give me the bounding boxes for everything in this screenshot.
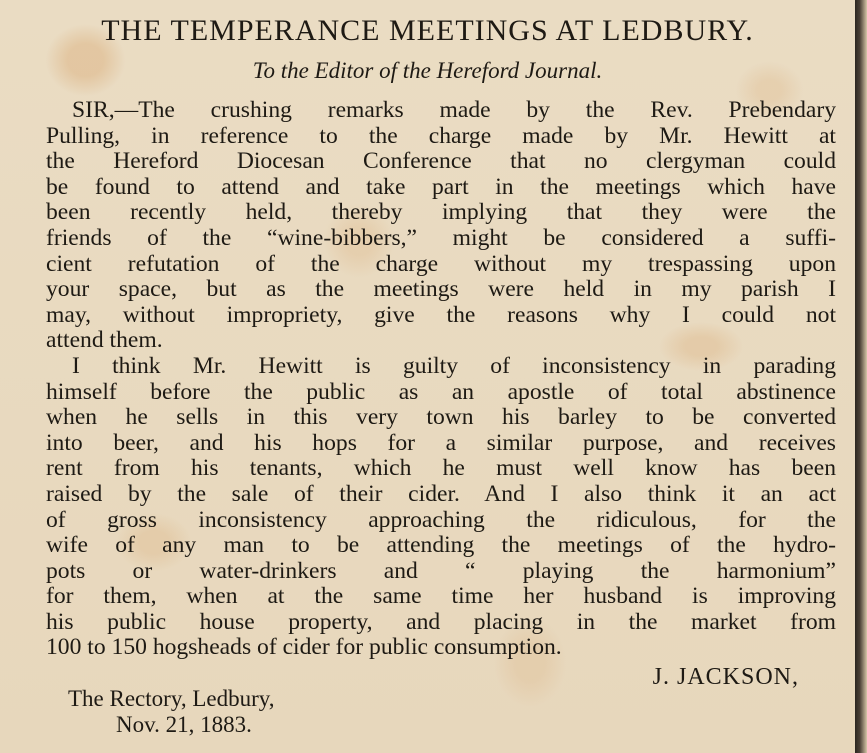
body-line: I think Mr. Hewitt is guilty of inconsistency in parading: [72, 353, 836, 379]
body-line: rent from his tenants, which he must well know has been: [46, 456, 836, 482]
body-line: SIR,—The crushing remarks made by the Rev. Prebendary: [72, 98, 836, 123]
body-line: for them, when at the same time her husband is improving: [46, 584, 836, 610]
author-signature: J. JACKSON,: [652, 664, 799, 690]
body-line: himself before the public as an apostle of total abstinence: [46, 379, 836, 405]
body-line: wife of any man to be attending the meetings of the hydro-: [46, 533, 836, 559]
body-line: of gross inconsistency approaching the ridiculous, for the: [46, 507, 836, 533]
body-line: friends of the “wine-bibbers,” might be considered a suffi-: [46, 225, 836, 251]
body-line: your space, but as the meetings were held in my parish I: [46, 277, 836, 303]
article-headline: THE TEMPERANCE MEETINGS AT LEDBURY.: [101, 14, 754, 47]
body-line: be found to attend and take part in the meetings which have: [46, 174, 836, 200]
body-line: been recently held, thereby implying that they were the: [46, 200, 836, 226]
letter-date: Nov. 21, 1883.: [116, 712, 252, 737]
article-body: [46, 98, 836, 661]
body-line: when he sells in this very town his barley to be converted: [46, 405, 836, 431]
body-line: Pulling, in reference to the charge made by Mr. Hewitt at: [46, 123, 836, 149]
clipping-edge: [855, 0, 867, 753]
body-line: pots or water-drinkers and “ playing the harmonium”: [46, 558, 836, 584]
body-line: the Hereford Diocesan Conference that no clergyman could: [46, 149, 836, 175]
body-line: 100 to 150 hogsheads of cider for public consumption.: [46, 635, 562, 661]
body-line: his public house property, and placing in the market from: [46, 609, 836, 635]
body-line: may, without impropriety, give the reasons why I could not: [46, 302, 836, 328]
article-subheading: To the Editor of the Hereford Journal.: [252, 58, 603, 83]
body-line: attend them.: [46, 328, 163, 354]
author-address: The Rectory, Ledbury,: [68, 686, 275, 711]
body-line: cient refutation of the charge without my trespassing upon: [46, 251, 836, 277]
body-line: into beer, and his hops for a similar purpose, and receives: [46, 430, 836, 456]
body-line: raised by the sale of their cider. And I also think it an act: [46, 481, 836, 507]
